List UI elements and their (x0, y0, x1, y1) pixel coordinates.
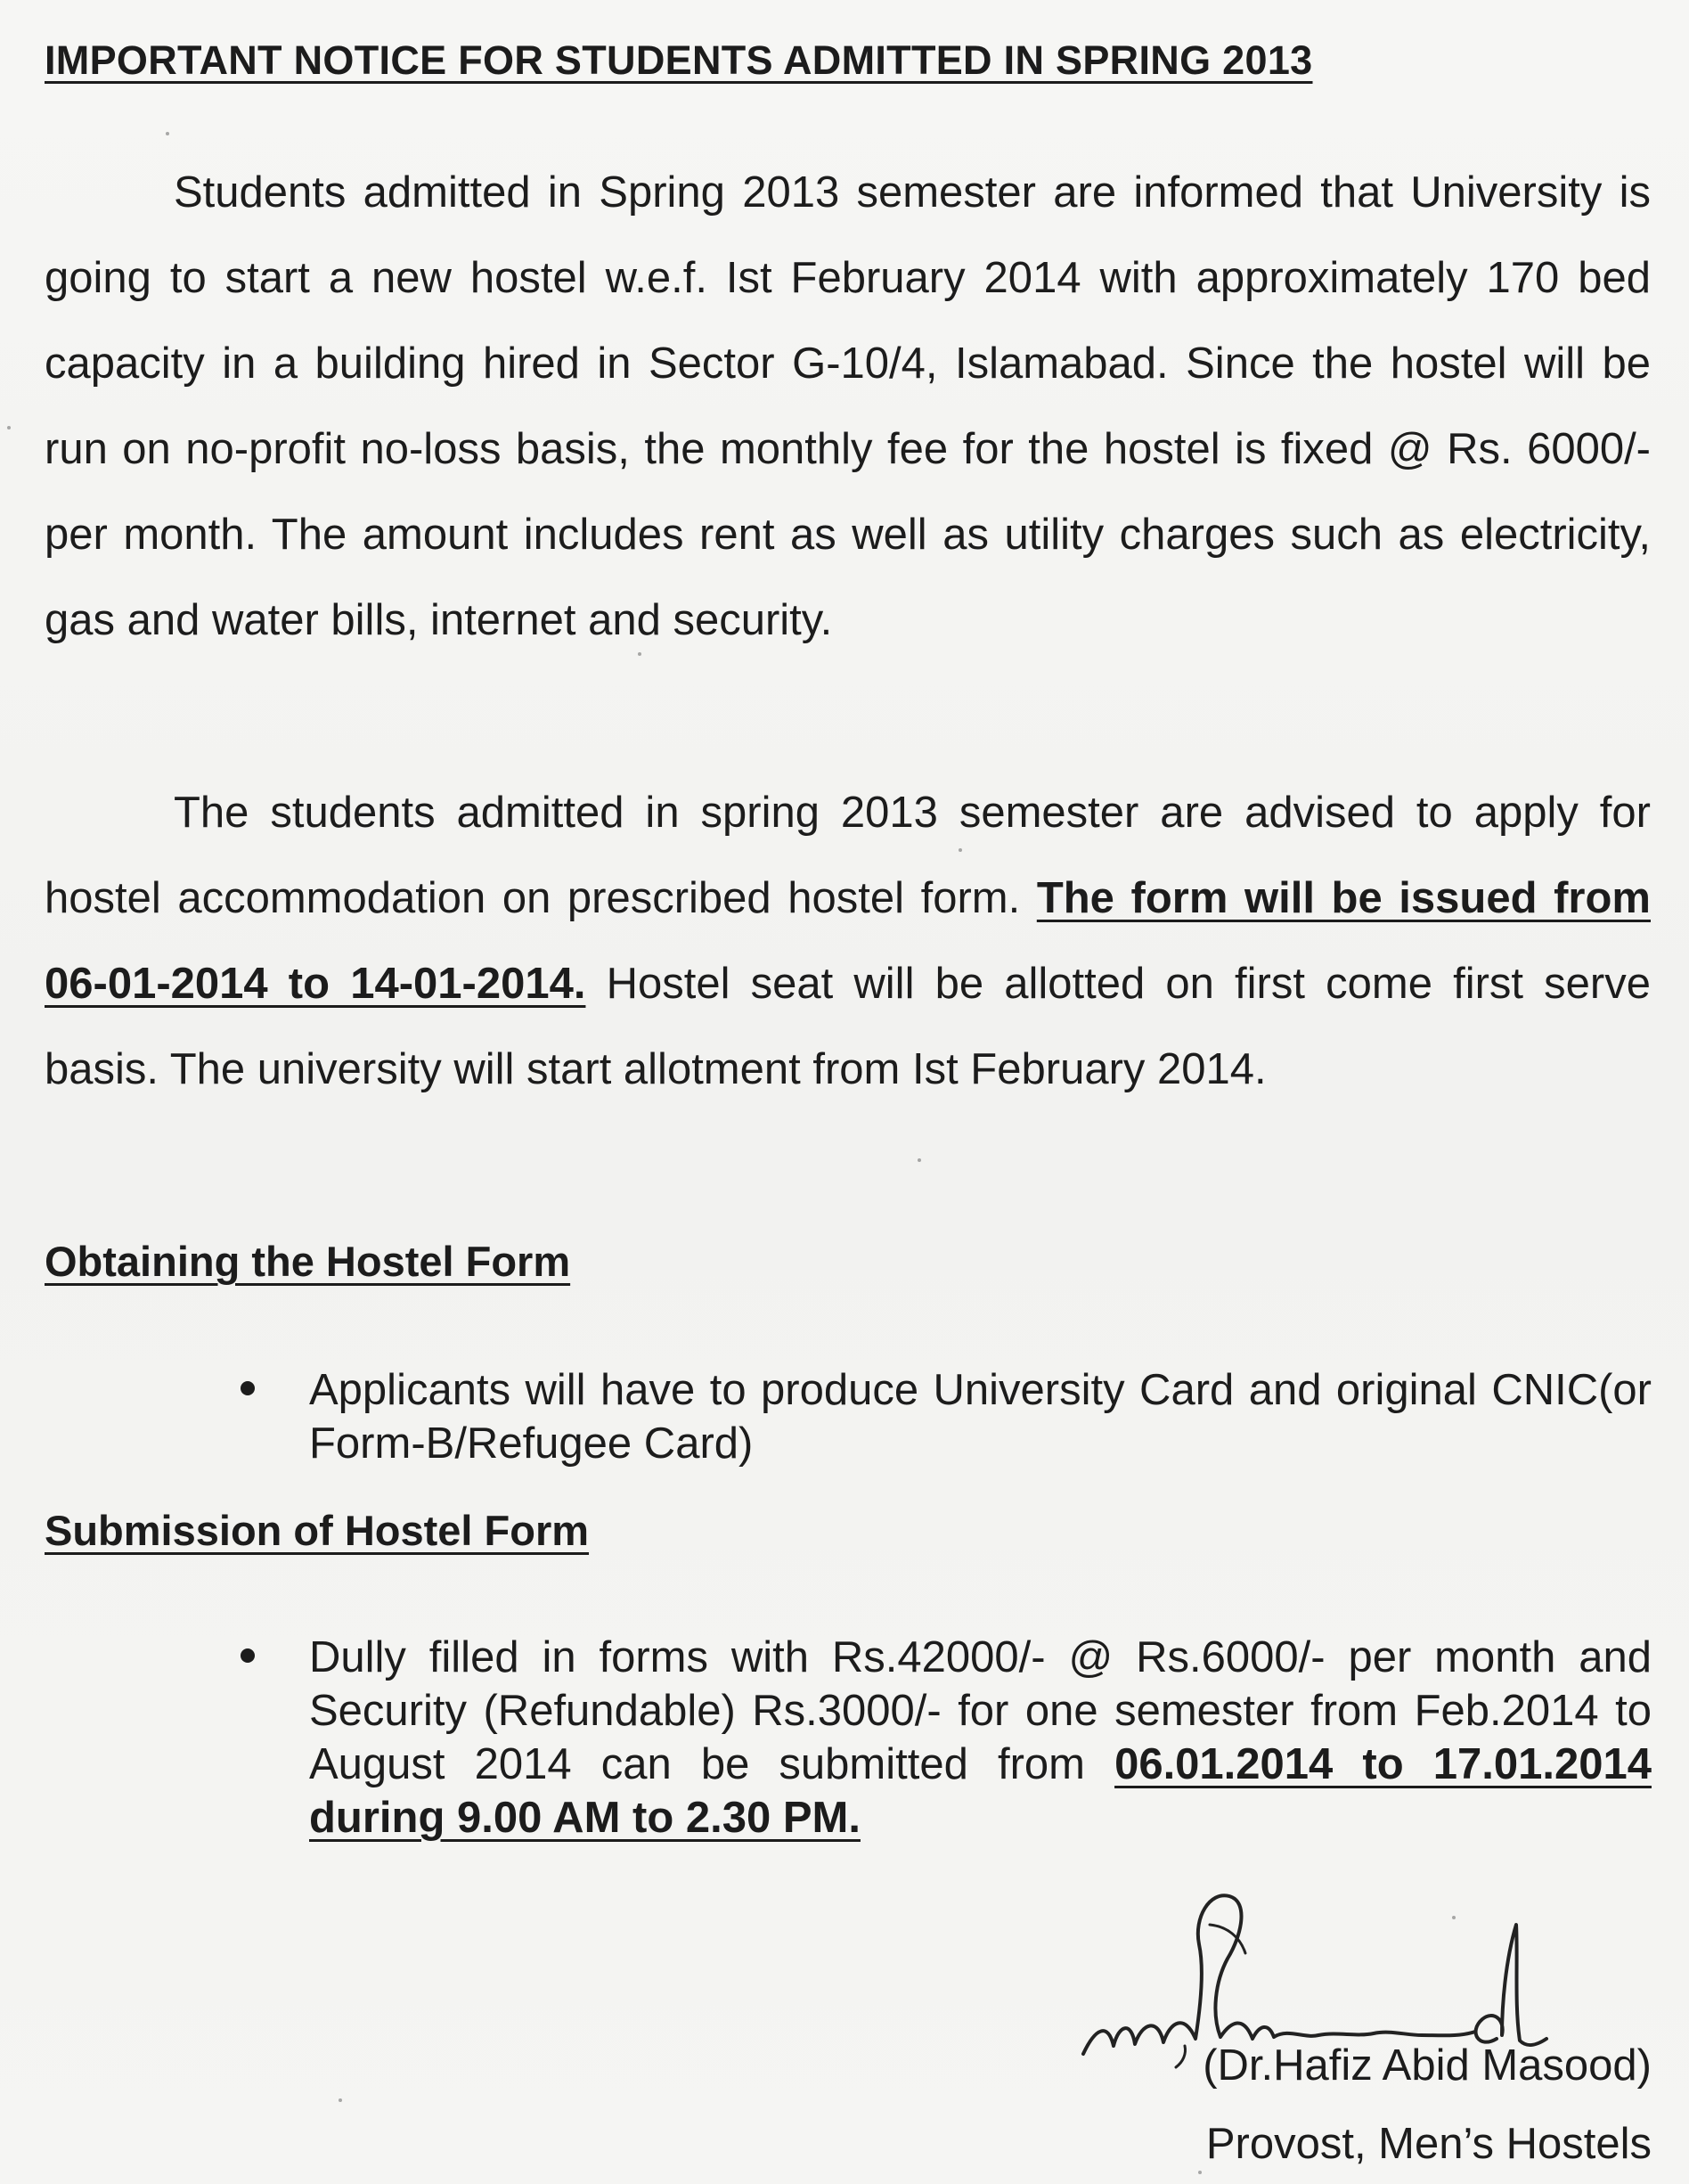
scan-speck (959, 848, 962, 852)
scan-speck (918, 1158, 921, 1162)
paragraph-hostel-announcement (45, 150, 1651, 663)
bullet-icon (241, 1648, 255, 1663)
paragraph-2-rest: Hostel seat will be allotted on first come first serve basis. The university will start allotment from Ist February 2014. (45, 960, 1651, 1093)
notice-title: IMPORTANT NOTICE FOR STUDENTS ADMITTED IN SPRING 2013 (45, 37, 1313, 83)
submission-bullet-text (309, 1631, 1652, 1845)
heading-obtaining-form: Obtaining the Hostel Form (45, 1238, 571, 1285)
signatory-title: Provost, Men’s Hostels (1205, 2120, 1652, 2168)
scan-speck (1198, 2171, 1202, 2174)
obtaining-bullet-text: Applicants will have to produce University Card and original CNIC(or Form-B/Refugee Card) (309, 1366, 1652, 1468)
paragraph-application-instructions (45, 770, 1651, 1112)
bullet-icon (241, 1381, 255, 1395)
scan-speck (166, 132, 169, 135)
scan-speck (7, 426, 11, 429)
signatory-name: (Dr.Hafiz Abid Masood) (1203, 2041, 1652, 2090)
heading-submission-form: Submission of Hostel Form (45, 1507, 590, 1554)
paragraph-2-intro: The students admitted in spring 2013 semester are advised to apply for hostel accommodation on prescribed hostel form. (45, 789, 1651, 922)
paragraph-1-text: Students admitted in Spring 2013 semester are informed that University is going to start a new hostel w.e.f. Ist February 2014 with approximately 170 bed capacity in a building hired in Sector G-10/4, Islamabad. Since the hostel will be run on no-profit no-loss basis, the monthly fee for the hostel is fixed @ Rs. 6000/- per month. The amount includes rent as well as utility charges such as electricity, gas and water bills, internet and security. (45, 168, 1651, 644)
submission-dates: 06.01.2014 to 17.01.2014 during 9.00 AM to 2.30 PM. (309, 1740, 1652, 1842)
scan-speck (1452, 1916, 1456, 1919)
scan-speck (339, 2098, 342, 2102)
form-issue-dates: The form will be issued from 06-01-2014 to 14-01-2014. (45, 874, 1651, 1008)
submission-bullet-body: Dully filled in forms with Rs.42000/- @ Rs.6000/- per month and Security (Refundable) Rs.3000/- for one semester from Feb.2014 to August 2014 can be submitted from (309, 1633, 1652, 1788)
scan-speck (638, 652, 641, 656)
